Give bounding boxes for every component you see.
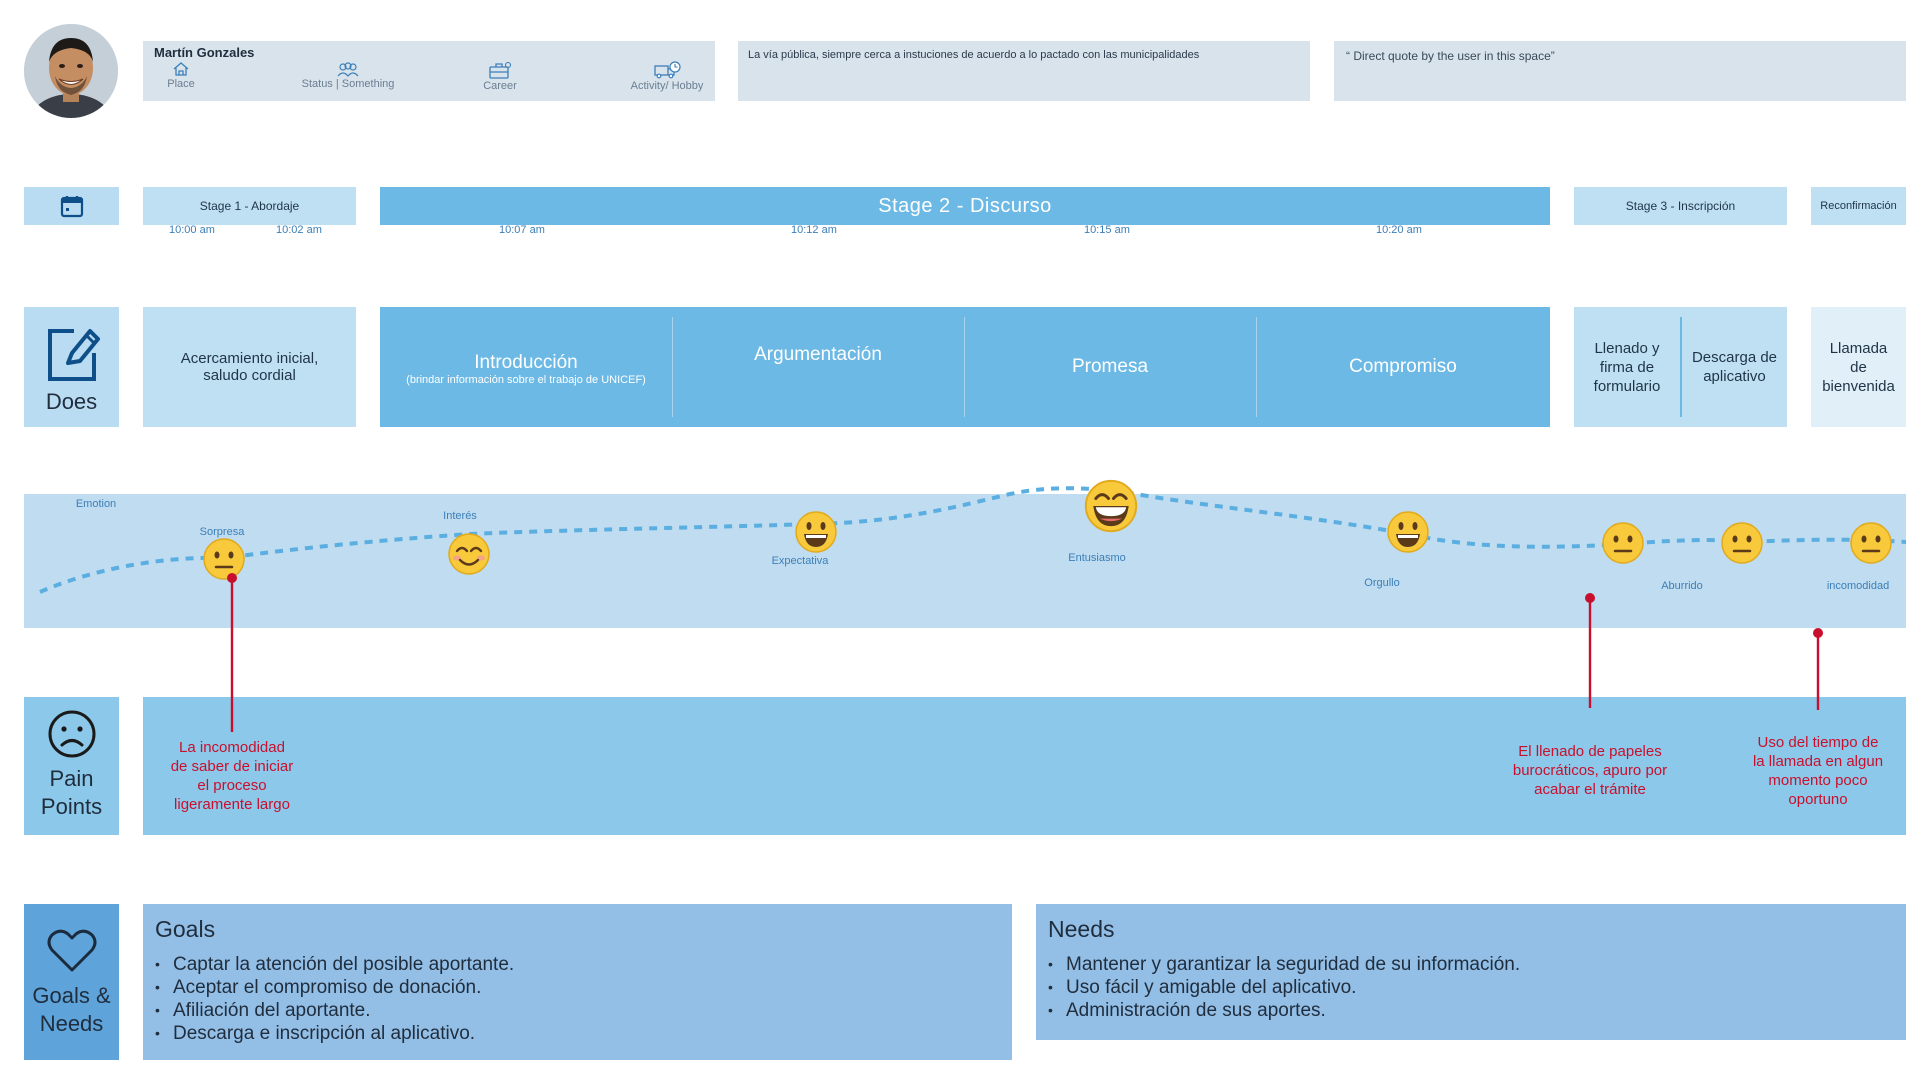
- pain-point-line: el proceso: [197, 777, 267, 794]
- persona-name: Martín Gonzales: [154, 45, 255, 60]
- does-stage1-line: Acercamiento inicial,: [180, 350, 319, 367]
- time-label: 10:00 am: [169, 224, 215, 236]
- does-llenado-line: formulario: [1593, 377, 1661, 395]
- pain-point-line: burocráticos, apuro por: [1512, 762, 1668, 779]
- does-stage4-line: Llamada: [1829, 339, 1888, 357]
- time-label: 10:12 am: [791, 224, 837, 236]
- heart-icon: [46, 928, 98, 974]
- emotion-label-orgullo: Orgullo: [1364, 577, 1400, 589]
- stage-1: Stage 1 - Abordaje: [143, 187, 356, 225]
- time-label: 10:07 am: [499, 224, 545, 236]
- does-promesa: Promesa: [1071, 356, 1149, 377]
- emotion-row-label: Emotion: [75, 498, 117, 510]
- pain-connector-dot: [1585, 593, 1595, 603]
- persona-description: La vía pública, siempre cerca a instuciones de acuerdo a lo pactado con las municipalidades: [738, 41, 1310, 101]
- need-item: • Administración de sus aportes.: [1048, 999, 1894, 1022]
- does-stage4-line: bienvenida: [1822, 377, 1895, 395]
- does-descarga-line: Descarga de: [1691, 349, 1778, 366]
- emotion-label-aburrido: Aburrido: [1661, 580, 1703, 592]
- goals-list: [155, 953, 1000, 1045]
- emotion-label-interes: Interés: [443, 510, 477, 522]
- stage-3: Stage 3 - Inscripción: [1574, 187, 1787, 225]
- stage-4: Reconfirmación: [1811, 187, 1906, 225]
- pain-connector-dot: [227, 573, 237, 583]
- goals-needs-row-header: [24, 904, 119, 1060]
- time-label: 10:20 am: [1376, 224, 1422, 236]
- pain-point-line: El llenado de papeles: [1518, 743, 1662, 760]
- needs-box: [1036, 904, 1906, 1040]
- pain-point-line: acabar el trámite: [1534, 781, 1646, 798]
- does-stage4-line: de: [1850, 358, 1867, 376]
- need-item: • Uso fácil y amigable del aplicativo.: [1048, 976, 1894, 999]
- emotion-label-incomodidad: incomodidad: [1826, 580, 1890, 592]
- pain-connector-dot: [1813, 628, 1823, 638]
- persona-activity-label: Activity/ Hobby: [630, 80, 704, 92]
- does-introduccion-sub: (brindar información sobre el trabajo de UNICEF): [406, 374, 646, 386]
- pain-point-line: momento poco: [1768, 772, 1868, 789]
- pain-point-3: [1728, 733, 1908, 809]
- persona-place-label: Place: [167, 78, 195, 90]
- pain-point-line: Uso del tiempo de: [1757, 734, 1879, 751]
- time-label: 10:02 am: [276, 224, 322, 236]
- pain-point-1: [142, 738, 322, 814]
- persona-career-label: Career: [483, 80, 517, 92]
- stage-2: Stage 2 - Discurso: [380, 187, 1550, 225]
- emotion-label-entusiasmo: Entusiasmo: [1068, 552, 1126, 564]
- does-llenado-line: firma de: [1599, 358, 1655, 376]
- does-stage1-line: saludo cordial: [203, 367, 296, 384]
- pain-point-line: oportuno: [1788, 791, 1848, 808]
- need-item: • Mantener y garantizar la seguridad de su información.: [1048, 953, 1894, 976]
- does-compromiso: Compromiso: [1349, 356, 1457, 377]
- goals-title: Goals: [155, 916, 216, 942]
- pain-point-line: la llamada en algun: [1752, 753, 1884, 770]
- does-descarga-line: aplicativo: [1703, 368, 1766, 385]
- does-introduccion-title: Introducción: [474, 352, 578, 373]
- time-label: 10:15 am: [1084, 224, 1130, 236]
- pain-point-line: ligeramente largo: [174, 796, 290, 813]
- needs-list: [1048, 953, 1894, 1022]
- emotion-label-expectativa: Expectativa: [771, 555, 829, 567]
- pain-point-line: de saber de iniciar: [170, 758, 294, 775]
- goal-item: • Descarga e inscripción al aplicativo.: [155, 1022, 1000, 1045]
- needs-title: Needs: [1048, 916, 1115, 942]
- goals-box: [143, 904, 1012, 1060]
- does-llenado-line: Llenado y: [1594, 339, 1660, 357]
- pain-point-line: La incomodidad: [179, 739, 285, 756]
- emotion-label-sorpresa: Sorpresa: [199, 526, 245, 538]
- does-label: Does: [45, 389, 98, 414]
- goal-item: • Afiliación del aportante.: [155, 999, 1000, 1022]
- goals-needs-label-line: Goals &: [32, 983, 111, 1008]
- pain-point-2: [1480, 742, 1700, 799]
- goal-item: • Captar la atención del posible aportante.: [155, 953, 1000, 976]
- pain-label-line: Pain: [49, 766, 94, 791]
- goals-needs-label-line: Needs: [39, 1011, 104, 1036]
- goal-item: • Aceptar el compromiso de donación.: [155, 976, 1000, 999]
- pain-label-line: Points: [40, 794, 103, 819]
- persona-status-label: Status | Something: [301, 78, 395, 90]
- persona-quote: “ Direct quote by the user in this space”: [1334, 41, 1906, 101]
- does-argumentacion: Argumentación: [754, 343, 882, 365]
